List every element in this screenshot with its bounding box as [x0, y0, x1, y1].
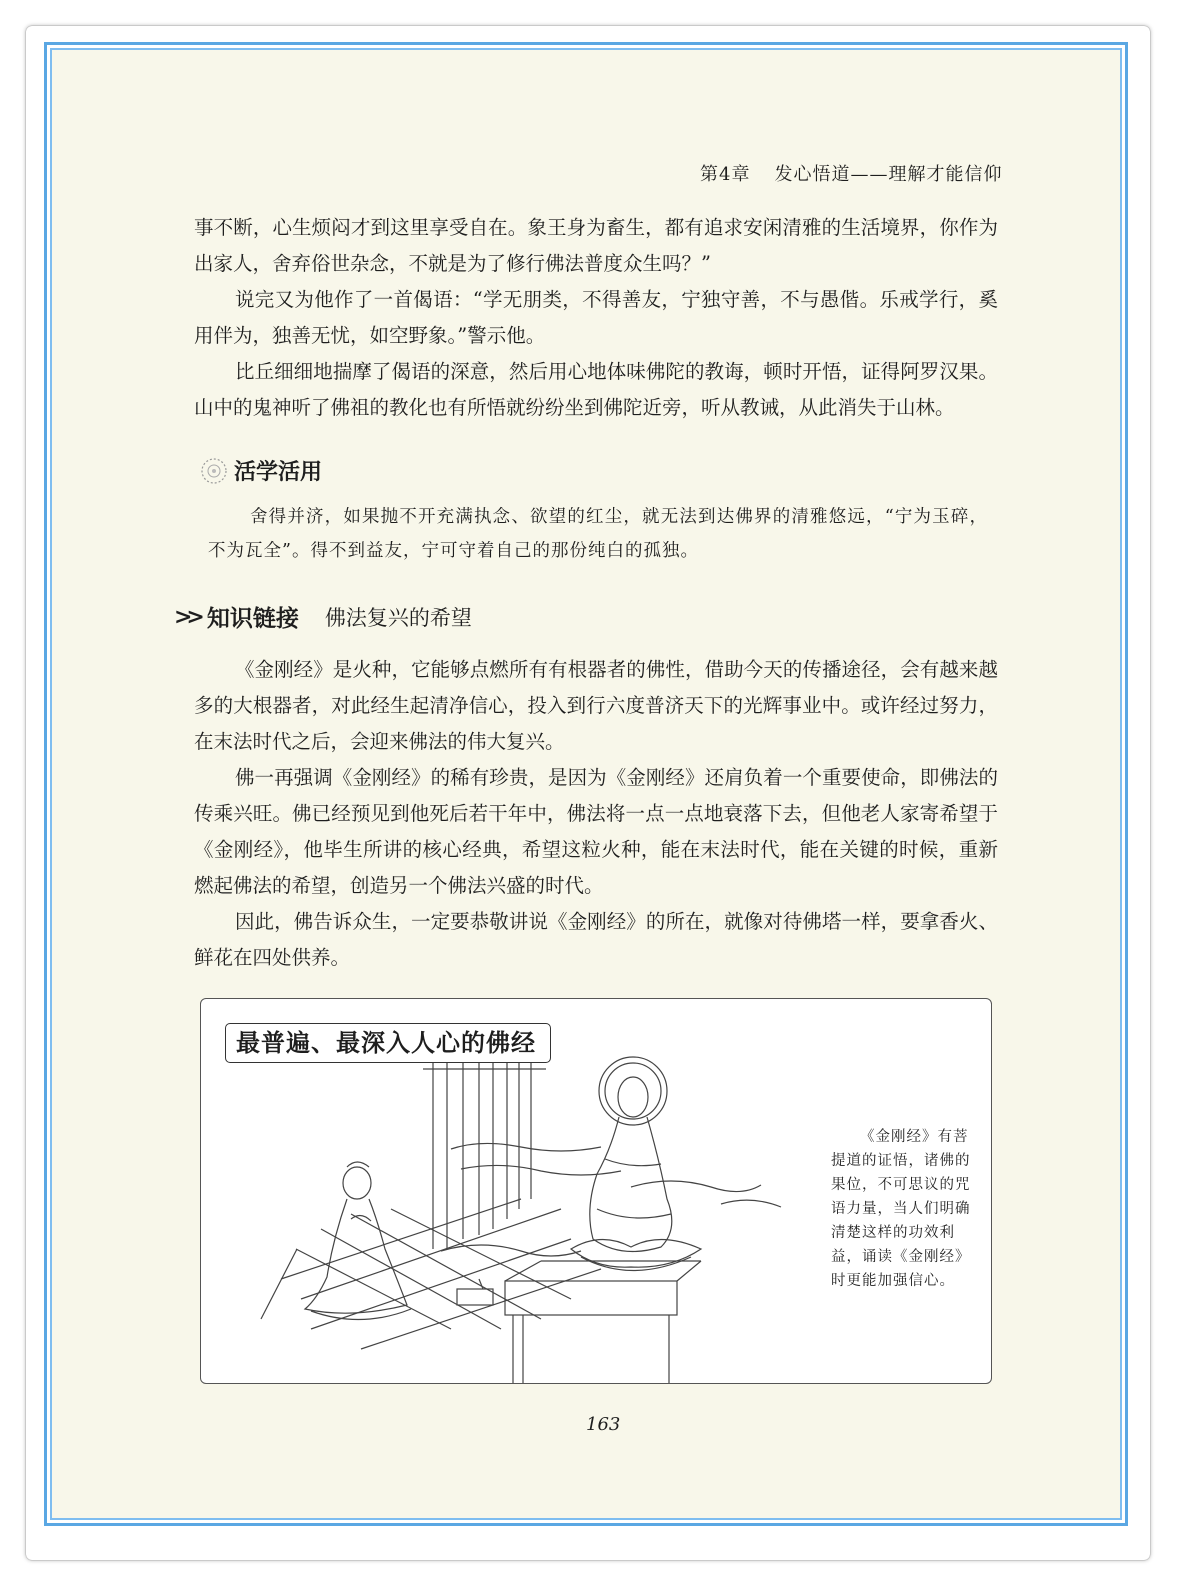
body-paragraph-3: 比丘细细地揣摩了偈语的深意，然后用心地体味佛陀的教诲，顿时开悟，证得阿罗汉果。山中的鬼神听了佛祖的教化也有所悟就纷纷坐到佛陀近旁，听从教诫，从此消失于山林。: [194, 360, 998, 419]
knowledge-link-label: 知识链接: [206, 606, 299, 632]
page-number: 163: [586, 1414, 621, 1435]
illustration-box: [200, 998, 992, 1384]
header-chapter: 第4章: [700, 164, 751, 185]
link-paragraph-2: 佛一再强调《金刚经》的稀有珍贵，是因为《金刚经》还肩负着一个重要使命，即佛法的传乘兴旺。佛已经预见到他死后若干年中，佛法将一点一点地衰落下去，但他老人家寄希望于《金刚经》，他毕生所讲的核心经典，希望这粒火种，能在末法时代，能在关键的时候，重新燃起佛法的希望，创造另一个佛法兴盛的时代。: [194, 766, 998, 897]
section-heading: [200, 455, 322, 486]
knowledge-link-heading: [174, 600, 472, 633]
section-text: 舍得并济，如果抛不开充满执念、欲望的红尘，就无法到达佛界的清雅悠远，“宁为玉碎，不为瓦全”。得不到益友，宁可守着自己的那份纯白的孤独。: [208, 507, 988, 561]
link-paragraph-1: 《金刚经》是火种，它能够点燃所有有根器者的佛性，借助今天的传播途径，会有越来越多的大根器者，对此经生起清净信心，投入到行六度普济天下的光辉事业中。或许经过努力，在末法时代之后，会迎来佛法的伟大复兴。: [194, 658, 998, 753]
lotus-icon: [200, 457, 228, 485]
figure-title: 最普遍、最深入人心的佛经: [225, 1023, 551, 1063]
body-paragraph-2: 说完又为他作了一首偈语：“学无朋类，不得善友，宁独守善，不与愚偕。乐戒学行，奚用伴为，独善无忧，如空野象。”警示他。: [194, 288, 998, 347]
header-title: 发心悟道——理解才能信仰: [774, 164, 1003, 185]
body-paragraph-1: 事不断，心生烦闷才到这里享受自在。象王身为畜生，都有追求安闲清雅的生活境界，你作为出家人，舍弃俗世杂念，不就是为了修行佛法普度众生吗？”: [194, 216, 998, 275]
knowledge-link-title: 佛法复兴的希望: [324, 605, 472, 630]
double-chevron-icon: >>: [174, 603, 199, 630]
link-paragraph-3: 因此，佛告诉众生，一定要恭敬讲说《金刚经》的所在，就像对待佛塔一样，要拿香火、鲜花在四处供养。: [194, 910, 998, 969]
section-title: 活学活用: [234, 459, 323, 485]
running-header: [700, 160, 1002, 186]
figure-caption: 《金刚经》有菩提道的证悟，诸佛的果位，不可思议的咒语力量，当人们明确清楚这样的功效利益，诵读《金刚经》时更能加强信心。: [831, 1129, 971, 1289]
